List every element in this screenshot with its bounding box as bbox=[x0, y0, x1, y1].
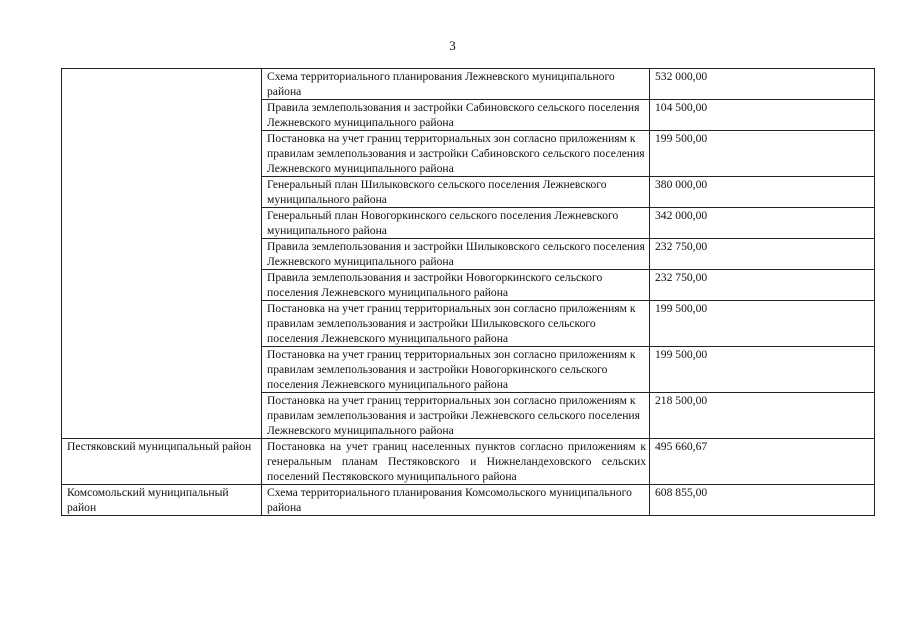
amount-cell: 232 750,00 bbox=[650, 239, 875, 270]
budget-table bbox=[61, 68, 875, 516]
amount-cell: 199 500,00 bbox=[650, 347, 875, 393]
district-cell: Комсомольский муниципальный район bbox=[62, 485, 262, 516]
description-cell: Постановка на учет границ территориальных зон согласно приложениям к правилам землепользования и застройки Сабиновского сельского поселения Лежневского муниципального района bbox=[262, 131, 650, 177]
table-row bbox=[62, 485, 875, 516]
amount-cell: 342 000,00 bbox=[650, 208, 875, 239]
description-cell: Схема территориального планирования Лежневского муниципального района bbox=[262, 69, 650, 100]
district-cell: Пестяковский муниципальный район bbox=[62, 439, 262, 485]
description-cell: Правила землепользования и застройки Шилыковского сельского поселения Лежневского муниципального района bbox=[262, 239, 650, 270]
description-cell: Постановка на учет границ территориальных зон согласно приложениям к правилам землепользования и застройки Шилыковского сельского поселения Лежневского муниципального района bbox=[262, 301, 650, 347]
amount-cell: 232 750,00 bbox=[650, 270, 875, 301]
amount-cell: 495 660,67 bbox=[650, 439, 875, 485]
description-cell: Постановка на учет границ населенных пунктов согласно приложениям к генеральным планам Пестяковского и Нижнеландеховского сельских поселений Пестяковского муниципального района bbox=[262, 439, 650, 485]
amount-cell: 218 500,00 bbox=[650, 393, 875, 439]
amount-cell: 380 000,00 bbox=[650, 177, 875, 208]
description-cell: Постановка на учет границ территориальных зон согласно приложениям к правилам землепользования и застройки Лежневского сельского поселения Лежневского муниципального района bbox=[262, 393, 650, 439]
description-cell: Правила землепользования и застройки Сабиновского сельского поселения Лежневского муниципального района bbox=[262, 100, 650, 131]
description-cell: Правила землепользования и застройки Новогоркинского сельского поселения Лежневского муниципального района bbox=[262, 270, 650, 301]
page-number: 3 bbox=[449, 38, 456, 53]
amount-cell: 199 500,00 bbox=[650, 131, 875, 177]
district-cell-lezhnevsky bbox=[62, 69, 262, 439]
table-row bbox=[62, 439, 875, 485]
amount-cell: 199 500,00 bbox=[650, 301, 875, 347]
amount-cell: 532 000,00 bbox=[650, 69, 875, 100]
description-cell: Генеральный план Шилыковского сельского поселения Лежневского муниципального района bbox=[262, 177, 650, 208]
amount-cell: 104 500,00 bbox=[650, 100, 875, 131]
description-cell: Генеральный план Новогоркинского сельского поселения Лежневского муниципального района bbox=[262, 208, 650, 239]
description-cell: Схема территориального планирования Комсомольского муниципального района bbox=[262, 485, 650, 516]
description-cell: Постановка на учет границ территориальных зон согласно приложениям к правилам землепользования и застройки Новогоркинского сельского поселения Лежневского муниципального района bbox=[262, 347, 650, 393]
table-row bbox=[62, 69, 875, 100]
amount-cell: 608 855,00 bbox=[650, 485, 875, 516]
